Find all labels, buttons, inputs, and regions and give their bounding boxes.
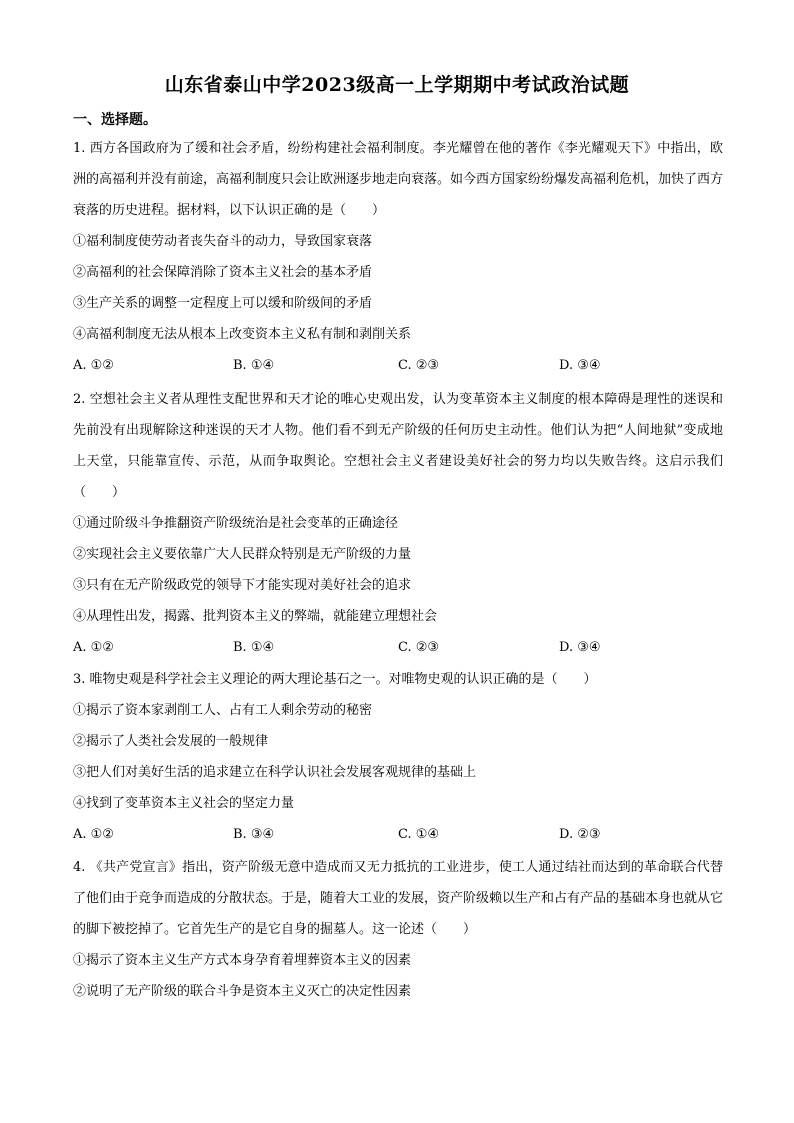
statement-2: ②高福利的社会保障消除了资本主义社会的基本矛盾	[73, 265, 373, 280]
choice-a: A. ①②	[73, 640, 114, 655]
choice-b: B. ③④	[233, 827, 275, 842]
question-2	[73, 384, 723, 663]
choice-c: C. ②③	[398, 358, 440, 373]
question-4	[73, 852, 723, 1007]
choice-d: D. ③④	[559, 640, 601, 655]
question-3	[73, 664, 723, 850]
choice-c: C. ②③	[398, 640, 440, 655]
statement-2: ②说明了无产阶级的联合斗争是资本主义灭亡的决定性因素	[73, 984, 412, 999]
statement-1: ①揭示了资本主义生产方式本身孕育着埋葬资本主义的因素	[73, 953, 412, 968]
statement-1: ①通过阶级斗争推翻资产阶级统治是社会变革的正确途径	[73, 516, 399, 531]
answer-choices	[73, 350, 723, 381]
choice-d: D. ②③	[559, 827, 601, 842]
statement-2: ②实现社会主义要依靠广大人民群众特别是无产阶级的力量	[73, 547, 412, 562]
answer-choices	[73, 819, 723, 850]
statement-4: ④高福利制度无法从根本上改变资本主义私有制和剥削关系	[73, 327, 412, 342]
statement-3: ③只有在无产阶级政党的领导下才能实现对美好社会的追求	[73, 578, 412, 593]
question-stem: 3. 唯物史观是科学社会主义理论的两大理论基石之一。对唯物史观的认识正确的是（ ）	[73, 672, 597, 687]
choice-d: D. ③④	[559, 358, 601, 373]
question-stem: 4. 《共产党宣言》指出，资产阶级无意中造成而又无力抵抗的工业进步，使工人通过结社而达到的革命联合代替了他们由于竞争而造成的分散状态。于是，随着大工业的发展，资产阶级赖以生产和占有产品的基础本身也就从它的脚下被挖掉了。它首先生产的是它自身的掘墓人。这一论述（ ）	[73, 860, 724, 937]
page-title: 山东省泰山中学2023级高一上学期期中考试政治试题	[164, 74, 630, 96]
statement-3: ③生产关系的调整一定程度上可以缓和阶级间的矛盾	[73, 296, 373, 311]
statement-2: ②揭示了人类社会发展的一般规律	[73, 734, 269, 749]
question-stem: 2. 空想社会主义者从理性支配世界和天才论的唯心史观出发，认为变革资本主义制度的根本障碍是理性的迷误和先前没有出现解除这种迷误的天才人物。他们看不到无产阶级的任何历史主动性。他们认为把“人间地狱”变成地上天堂，只能靠宣传、示范，从而争取舆论。空想社会主义者建设美好社会的努力均以失败告终。这启示我们（ ）	[73, 392, 723, 500]
choice-a: A. ①②	[73, 827, 114, 842]
choice-a: A. ①②	[73, 358, 114, 373]
statement-4: ④从理性出发，揭露、批判资本主义的弊端，就能建立理想社会	[73, 609, 438, 624]
statement-1: ①福利制度使劳动者丧失奋斗的动力，导致国家衰落	[73, 234, 373, 249]
choice-b: B. ①④	[233, 358, 275, 373]
answer-choices	[73, 632, 723, 663]
statement-4: ④找到了变革资本主义社会的坚定力量	[73, 796, 295, 811]
section-heading: 一、选择题。	[73, 112, 157, 128]
statement-1: ①揭示了资本家剥削工人、占有工人剩余劳动的秘密	[73, 703, 373, 718]
choice-b: B. ①④	[233, 640, 275, 655]
choice-c: C. ①④	[398, 827, 440, 842]
question-stem: 1. 西方各国政府为了缓和社会矛盾，纷纷构建社会福利制度。李光耀曾在他的著作《李光耀观天下》中指出，欧洲的高福利并没有前途，高福利制度只会让欧洲逐步地走向衰落。如今西方国家纷纷爆发高福利危机，加快了西方衰落的历史进程。据材料，以下认识正确的是（ ）	[73, 141, 724, 218]
statement-3: ③把人们对美好生活的追求建立在科学认识社会发展客观规律的基础上	[73, 765, 477, 780]
question-1	[73, 133, 723, 381]
